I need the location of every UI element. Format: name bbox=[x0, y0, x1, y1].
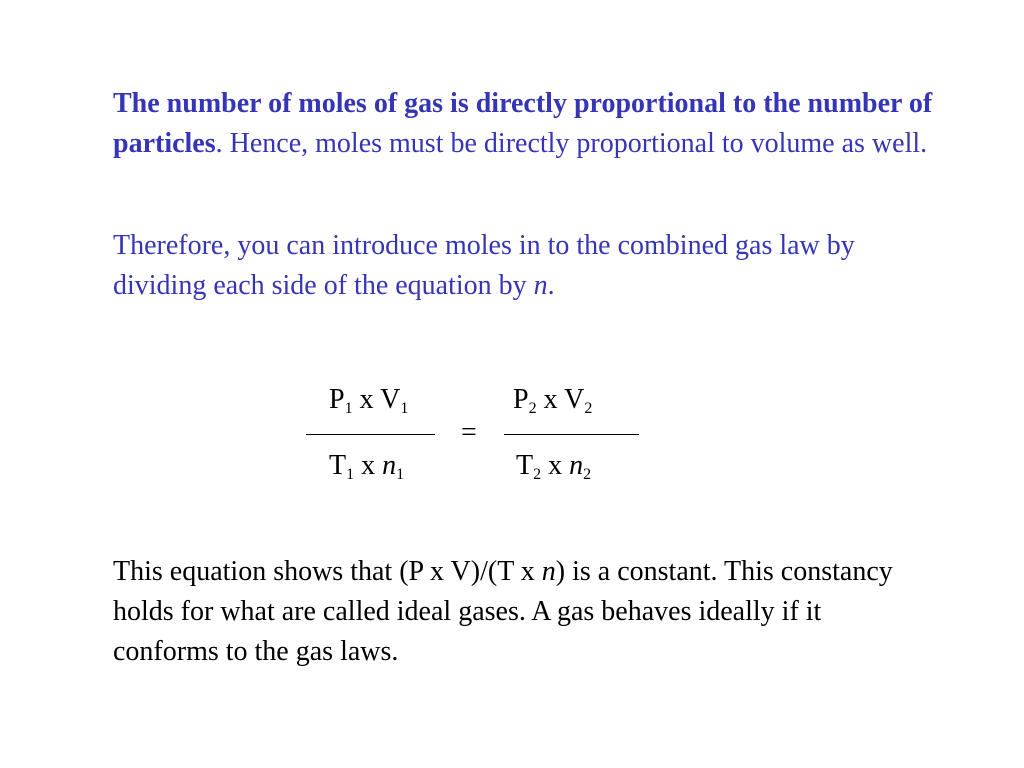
left-fraction-bar bbox=[306, 434, 435, 435]
right-num-p-sub: 2 bbox=[528, 400, 537, 417]
right-num-v: V bbox=[564, 384, 585, 415]
right-den-t: T bbox=[516, 450, 534, 481]
left-num-p-sub: 1 bbox=[344, 400, 353, 417]
therefore-text: Therefore, you can introduce moles in to the combined gas law by dividing each side of the equation by bbox=[113, 230, 855, 301]
right-den-times: x bbox=[541, 450, 570, 481]
conclusion-variable-n: n bbox=[541, 556, 556, 587]
therefore-variable-n: n bbox=[533, 270, 548, 301]
right-num-times: x bbox=[536, 384, 565, 415]
left-numerator bbox=[329, 384, 408, 416]
therefore-end: . bbox=[547, 270, 555, 301]
left-den-n: n bbox=[382, 450, 397, 481]
right-num-p: P bbox=[513, 384, 529, 415]
right-numerator bbox=[513, 384, 592, 416]
left-den-n-sub: 1 bbox=[396, 466, 405, 483]
intro-rest-text: . Hence, moles must be directly proportional to volume as well. bbox=[215, 128, 928, 159]
left-den-times: x bbox=[354, 450, 383, 481]
left-denominator bbox=[329, 450, 404, 482]
therefore-paragraph bbox=[113, 226, 933, 306]
left-num-times: x bbox=[352, 384, 381, 415]
left-num-v: V bbox=[380, 384, 401, 415]
conclusion-paragraph bbox=[113, 552, 933, 672]
right-num-v-sub: 2 bbox=[584, 400, 593, 417]
left-num-p: P bbox=[329, 384, 345, 415]
right-denominator bbox=[516, 450, 591, 482]
conclusion-before: This equation shows that (P x V)/(T x bbox=[113, 556, 542, 587]
right-den-n: n bbox=[569, 450, 584, 481]
conclusion-after: ) is a constant. This constancy holds for what are called ideal gases. A gas behaves ideally if it conforms to the gas laws. bbox=[113, 556, 893, 667]
left-num-v-sub: 1 bbox=[400, 400, 409, 417]
right-den-t-sub: 2 bbox=[533, 466, 542, 483]
left-den-t: T bbox=[329, 450, 347, 481]
left-den-t-sub: 1 bbox=[346, 466, 355, 483]
right-den-n-sub: 2 bbox=[583, 466, 592, 483]
intro-bold-text: The number of moles of gas is directly proportional to the number of particles bbox=[113, 88, 933, 159]
equals-sign: = bbox=[461, 417, 477, 448]
right-fraction-bar bbox=[504, 434, 639, 435]
intro-paragraph bbox=[113, 84, 933, 164]
